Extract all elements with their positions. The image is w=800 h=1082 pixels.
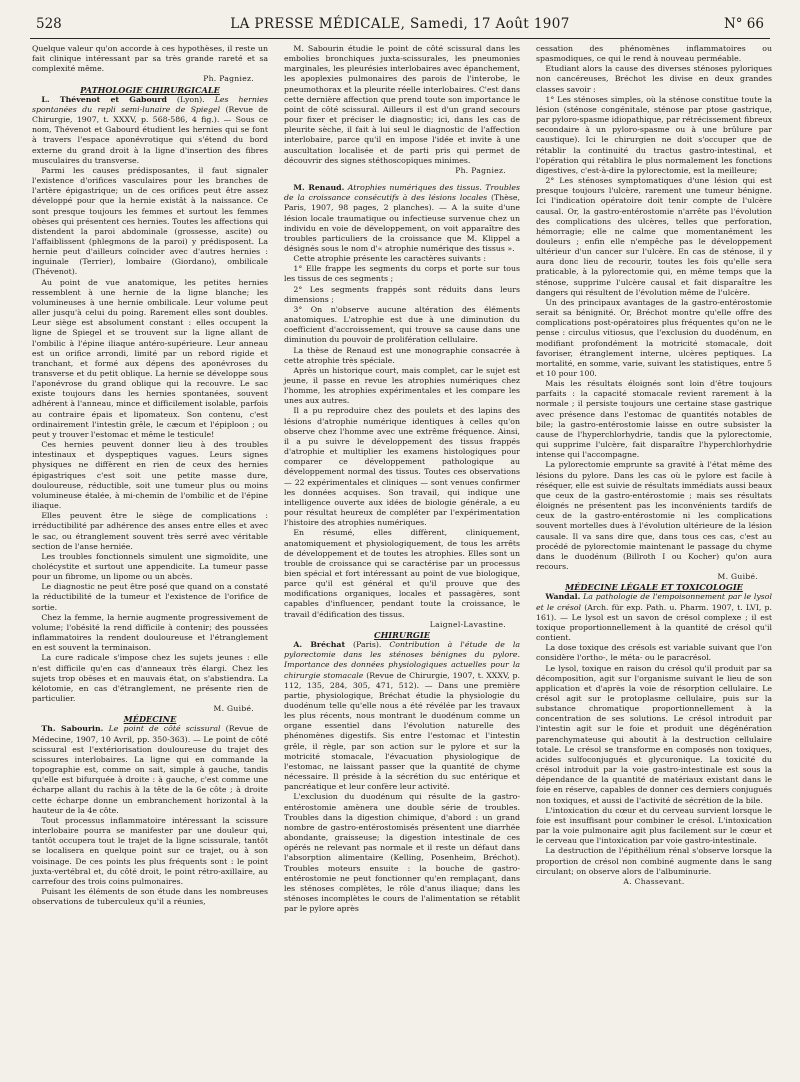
signature: Laignel-Lavastine. [429,619,506,629]
signature: M. Guibé. [717,572,758,582]
journal-title: LA PRESSE MÉDICALE, Samedi, 17 Août 1907 [230,16,570,32]
article-title: Contribution à l'étude de la pylorectomie dans les sténoses bénignes du pylore. Importance des données physiologiques actuelles pour la chirurgie stomacale [284,640,520,680]
section-heading: MÉDECINE [123,714,177,725]
paragraph: Le diagnostic ne peut être posé que quand on a constaté la réductibilité de la tumeur et l'existence de l'orifice de sortie. [32,582,268,612]
section-heading: PATHOLOGIE CHIRURGICALE [80,84,220,95]
section-heading: MÉDECINE LÉGALE ET TOXICOLOGIE [565,582,743,593]
paragraph: Après un historique court, mais complet, car le sujet est jeune, il passe en revue les atrophies numériques chez l'homme, les atrophies expérimentales et les compare les unes aux autres. [284,365,520,406]
issue-number: N° 66 [723,16,764,32]
page-number: 528 [36,16,62,32]
signature: M. Guibé. [213,704,254,714]
header-rule [30,38,770,39]
paragraph: La pylorectomie emprunte sa gravité à l'état même des lésions du pylore. Dans les cas où le pylore est facile à réséquer, elle est suivie de résultats immédiats aussi beaux que ceux de la gastro-entérostomie ; mais ses résultats éloignés ne présentent pas les inconvénients tardifs de ceux de la gastro-entérostomie ni les complications souvent mortelles dues à l'évolution ultérieure de la lésion causale. Il va sans dire que, dans tous ces cas, c'est au procédé de pylorectomie maintenant le passage du chyme dans le duodénum (Billroth I ou Kocher) qu'on aura recours. [536,460,772,571]
paragraph: Mais les résultats éloignés sont loin d'être toujours parfaits : la capacité stomacale revient rarement à la normale ; il persiste toujours une certaine stase gastrique avec présence dans l'estomac de quantités notables de bile; la gastro-entérostomie laisse en outre subsister la cause de l'hyperchlorhydrie, tandis que la pylorectomie, qui supprime l'ulcère, fait disparaître l'hyperchlorhydrie intense qui l'accompagne. [536,379,772,460]
article-entry: Wandal. La pathologie de l'empoisonnement par le lysol et le crésol (Arch. für exp. Path. u. Pharm. 1907, t. LVI, p. 161). — Le lysol est un savon de crésol complexe ; il est toxique proportionnellement à la quantité de crésol qu'il contient. [536,592,772,643]
paragraph: La destruction de l'épithélium rénal s'observe lorsque la proportion de crésol non combiné augmente dans le sang circulant; on observe alors de l'albuminurie. [536,846,772,876]
signature: Ph. Pagniez. [203,74,254,84]
article-title: Les hernies spontanées du repli semi-lunaire de Spiegel [32,94,269,114]
paragraph: Etudiant alors la cause des diverses sténoses pyloriques non cancéreuses, Bréchot les divise en deux grandes classes savoir : [536,64,772,94]
article-title: Atrophies numériques des tissus. Troubles de la croissance consécutifs à des lésions locales [284,183,520,203]
column-1 [32,44,268,907]
article-entry: A. Bréchat (Paris). Contribution à l'étude de la pylorectomie dans les sténoses bénignes du pylore. Importance des données physiologiques actuelles pour la chirurgie stomacale (Revue de Chirurgie, 1907, t. XXXV, p. 112, 135, 284, 305, 471, 512). — Dans une première partie, physiologique, Bréchat étudie la physiologie du duodénum telle qu'elle nous a été révélée par les travaux les plus récents, nous montrant le duodénum comme un organe essentiel dans l'évolution naturelle des phénomènes digestifs. Sis entre l'estomac et l'intestin grêle, il règle, par son action sur le pylore et sur la motricité stomacale, l'évacuation physiologique de l'estomac, ne laissant passer que la quantité de chyme nécessaire. Il préside à la sécrétion du suc entérique et pancréatique et leur confère leur activité. [284,640,521,792]
paragraph: La cure radicale s'impose chez les sujets jeunes : elle n'est difficile qu'en cas d'anneaux très élargi. Chez les sujets trop obèses et en mauvais état, on s'abstiendra. La kélotomie, en cas d'étranglement, ne présente rien de particulier. [32,653,268,703]
paragraph: L'exclusion du duodénum qui résulte de la gastro-entérostomie amènera une double série de troubles. Troubles dans la digestion chimique, d'abord : un grand nombre de gastro-entérostomisés présentent une diarrhée abondante, graisseuse; la digestion intestinale de ces opérés ne relevant pas normale et il reste un défaut dans l'absorption alimentaire (Kelling, Posenheim, Bréchot). Troubles moteurs ensuite : la bouche de gastro-entérostomie ne peut fonctionner qu'en remplaçant, dans les sténoses complètes, le rôle d'anus iliaque; dans les sténoses incomplètes le cours de l'alimentation se rétablit par le pylore après [284,792,520,914]
paragraph: Quelque valeur qu'on accorde à ces hypothèses, il reste un fait clinique intéressant par sa très grande rareté et sa complexité même. [32,44,268,74]
article-entry: Th. Sabourin. Le point de côté scissural (Revue de Médecine, 1907, 10 Avril, pp. 350-363). — Le point de côté scissural est l'extériorisation douloureuse du trajet des scissures interlobaires. La ligne qui en commande la topographie est, comme on sait, simple à gauche, tandis qu'elle est bifurquée à droite : à gauche, c'est comme une écharpe allant du rachis à la tête de la 6e côte ; à droite cette écharpe donne un embranchement horizontal à la hauteur de la 4e côte. [32,724,269,815]
article-entry: M. Renaud. Atrophies numériques des tissus. Troubles de la croissance consécutifs à des lésions locales (Thèse, Paris, 1907, 98 pages, 2 planches). — A la suite d'une lésion locale traumatique ou infectieuse survenue chez un individu en voie de développement, on voit apparaître des troubles particuliers de la croissance que M. Klippel a désignés sous le nom d'« atrophie numérique des tissus ». [284,183,520,253]
paragraph: Tout processus inflammatoire intéressant la scissure interlobaire pourra se manifester par une douleur qui, tantôt occupera tout le trajet de la ligne scissurale, tantôt se localisera en quelque point sur ce trajet, ou à son voisinage. De ces points les plus fréquents sont : le point juxta-vertébral et, du côté droit, le point rétro-axillaire, au carrefour des trois coins pulmonaires. [32,815,268,886]
running-header [30,14,770,34]
paragraph: La dose toxique des crésols est variable suivant que l'on considère l'ortho-, le méta- ou le paracrésol. [536,643,772,663]
paragraph: Chez la femme, la hernie augmente progressivement de volume; l'obésité la rend difficile à contenir; des poussées inflammatoires la rendent douloureuse et l'étranglement en est souvent la terminaison. [32,612,268,653]
paragraph: Au point de vue anatomique, les petites hernies ressemblent à une hernie de la ligne blanche; les volumineuses à une hernie ombilicale. Leur volume peut aller jusqu'à celui du poing. Rarement elles sont doubles. Leur siège est absolument constant : elles occupent la ligne de Spiegel et se trouvent sur la ligne allant de l'ombilic à l'épine iliaque antéro-supérieure. Leur anneau est un orifice arrondi, limité par un rebord rigide et tranchant, et formé aux dépens des aponévroses du transverse et du petit oblique. La hernie se développe sous l'aponévrose du grand oblique qui la recouvre. Le sac existe toujours dans les hernies spontanées, souvent adhérent à l'anneau, mince et difficilement isolable, parfois au contraire épais et lipomateux. Son contenu, c'est ordinairement l'intestin grêle, le cæcum et l'épiploon ; ou peut y trouver l'estomac et même le testicule! [32,277,268,439]
paragraph: Puisant les éléments de son étude dans les nombreuses observations de tuberculeux qu'il a réunies, [32,886,268,907]
paragraph: Parmi les causes prédisposantes, il faut signaler l'existence d'orifices vasculaires pour les branches de l'artère épigastrique; un de ces orifices peut être assez développé pour que la hernie existât à la naissance. Ce sont presque toujours les femmes et surtout les femmes obèses qui présentent ces hernies. Toutes les affections qui distendent la paroi abdominale (grossesse, ascite) ou l'affaiblissent (phlegmons de la paroi) y prédisposent. La hernie peut d'ailleurs coïncider avec d'autres hernies : inguinale (Terrier), lombaire (Giordano), ombilicale (Thévenot). [32,165,268,277]
paragraph: Un des principaux avantages de la gastro-entérostomie serait sa bénignité. Or, Bréchot montre qu'elle offre des complications post-opératoires plus fréquentes qu'on ne le pense : circulus vitiosus, que l'exclusion du duodénum, en modifiant profondément la motricité stomacale, doit favoriser, étranglement interne, ulcères peptiques. La mortalité, en somme, varie, suivant les statistiques, entre 5 et 10 pour 100. [536,297,772,378]
paragraph: M. Sabourin étudie le point de côté scissural dans les embolies bronchiques juxta-scissurales, les pneumonies marginales, les pleurésies interlobaires avec épanchement, les apoplexies pulmonaires des parois de l'interobe, le pneumothorax et la pleurite réelle interlobaires. C'est dans cette dernière affection que prend toute son importance le point de côté scissural. Ailleurs il est d'un grand secours pour fixer et préciser le diagnostic; ici, dans les cas de pleurite sèche, il fait à lui seul le diagnostic de l'affection interlobaire, parce qu'il en impose l'idée et invite à une auscultation localisée et de parti pris qui permet de découvrir des signes stéthoscopiques minimes. [284,44,520,165]
signature: Ph. Pagniez. [455,165,506,175]
signature: A. Chassevant. [623,876,685,886]
section-heading: CHIRURGIE [374,629,430,640]
column-3 [536,44,772,887]
article-entry: L. Thévenot et Gabourd (Lyon). Les hernies spontanées du repli semi-lunaire de Spiegel (Revue de Chirurgie, 1907, t. XXXV, p. 568-586, 4 fig.). — Sous ce nom, Thévenot et Gabourd étudient les hernies qui se font à travers l'espace aponévrotique qui s'étend du bord externe du grand droit à la ligne d'insertion des fibres musculaires du transverse. [32,94,269,165]
paragraph: La thèse de Renaud est une monographie consacrée à cette atrophie très spéciale. [284,345,520,365]
author: A. Bréchat [293,640,346,650]
paragraph: Les troubles fonctionnels simulent une sigmoïdite, une cholécystite et surtout une appendicite. La tumeur passe pour un fibrome, un lipome ou un abcès. [32,551,268,582]
paragraph: 2° Les segments frappés sont réduits dans leurs dimensions ; [284,284,520,304]
paragraph: Elles peuvent être le siège de complications : irréductibilité par adhérence des anses entre elles et avec le sac, ou étranglement souvent très serré avec véritable section de l'anse herniée. [32,511,268,551]
author: Wandal. [545,592,581,602]
author: L. Thévenot et Gabourd [41,94,167,104]
column-2 [284,44,520,914]
article-title: Le point de côté scissural [103,724,221,734]
paragraph: 1° Les sténoses simples, où la sténose constitue toute la lésion (sténose congénitale, sténose par ptose gastrique, par pyloro-spasme idiopathique, par rétrécissement fibreux secondaire à un pyloro-spasme ou à une brûlure par caustique). Ici le chirurgien ne doit s'occuper que de rétablir la continuité du tractus gastro-intestinal, et l'opération qui rétablira le plus normalement les fonctions digestives, c'est-à-dire la pylorectomie, est la meilleure; [536,94,772,175]
paragraph: En résumé, elles diffèrent, cliniquement, anatomiquement et physiologiquement, de tous les arrêts de développement et de toutes les atrophies. Elles sont un trouble de croissance qui se caractérise par un processus bien spécial et fort intéressant au point de vue biologique, parce qu'il est général et qu'il prouve que des modifications organiques, locales et passagères, sont capables d'influencer, pendant toute la croissance, le travail d'édification des tissus. [284,528,520,619]
paragraph: cessation des phénomènes inflammatoires ou spasmodiques, ce qui le rend à nouveau perméable. [536,44,772,64]
paragraph: Le lysol, toxique en raison du crésol qu'il produit par sa décomposition, agit sur l'organisme suivant le lieu de son application et d'après la voie de résorption cellulaire. Le crésol agit sur le protoplasme cellulaire, puis sur la substance chromatique proportionnellement à la concentration de ses solutions. Le crésol introduit par l'intestin agit sur le foie et produit une dégénération parenchymateuse qui aboutit à la destruction cellulaire totale. Le crésol se transforme en composés non toxiques, acides sulfoconjugués et glycuronique. La toxicité du crésol introduit par la voie gastro-intestinale est sous la dépendance de la quantité de matériaux existant dans le foie en réserve, capables de donner ces derniers conjugués non toxiques, et aussi de l'activité de sécrétion de la bile. [536,663,772,805]
paragraph: 1° Elle frappe les segments du corps et porte sur tous les tissus de ces segments ; [284,264,520,284]
author: M. Renaud. [293,183,345,193]
paragraph: L'intoxication du cœur et du cerveau survient lorsque le foie est insuffisant pour combiner le crésol. L'intoxication par la voie pulmonaire agit plus facilement sur le cœur et le cerveau que l'intoxication par voie gastro-intestinale. [536,805,772,846]
paragraph: Cette atrophie présente les caractères suivants : [293,254,487,264]
paragraph: 3° On n'observe aucune altération des éléments anatomiques. L'atrophie est due à une diminution du coefficient d'accroissement, qui trouve sa cause dans une diminution du pouvoir de prolifération cellulaire. [284,304,520,345]
article-title: La pathologie de l'empoisonnement par le lysol et le crésol [536,592,772,612]
author: Th. Sabourin. [41,724,104,734]
paragraph: Il a pu reproduire chez des poulets et des lapins des lésions d'atrophie numérique identiques à celles qu'on observe chez l'homme avec une extrême fréquence. Ainsi, il a pu suivre le développement des tissus frappés d'atrophie et multiplier les examens histologiques pour comparer ce développement pathologique au développement normal des tissus. Toutes ces observations — 22 expérimentales et cliniques — sont venues confirmer les données acquises. Son travail, qui indique une intelligence ouverte aux idées de biologie générale, a eu pour résultat heureux de compléter par l'expérimentation l'histoire des atrophies numériques. [284,406,520,528]
paragraph: Ces hernies peuvent donner lieu à des troubles intestinaux et dyspeptiques vagues. Leurs signes physiques ne diffèrent en rien de ceux des hernies épigastriques c'est soit une petite masse dure, douloureuse, réductible, soit une tumeur plus ou moins volumineuse étalée, à mi-chemin de l'ombilic et de l'épine iliaque. [32,440,268,511]
paragraph: 2° Les sténoses symptomatiques d'une lésion qui est presque toujours l'ulcère, rarement une tumeur bénigne. Ici l'indication opératoire doit tenir compte de l'ulcère causal. Or, la gastro-entérostomie n'arrête pas l'évolution des complications des ulcères, telles que perforation, hémorragie; elle ne calme que momentanément les douleurs ; enfin elle n'empêche pas le développement ultérieur d'un cancer sur l'ulcère. En cas de sténose, il y aura donc lieu de recourir, toutes les fois qu'elle sera praticable, à la pylorectomie qui, en même temps que la sténose, supprime l'ulcère causal et fait disparaître les dangers qui résultent de l'évolution même de l'ulcère. [536,176,772,297]
